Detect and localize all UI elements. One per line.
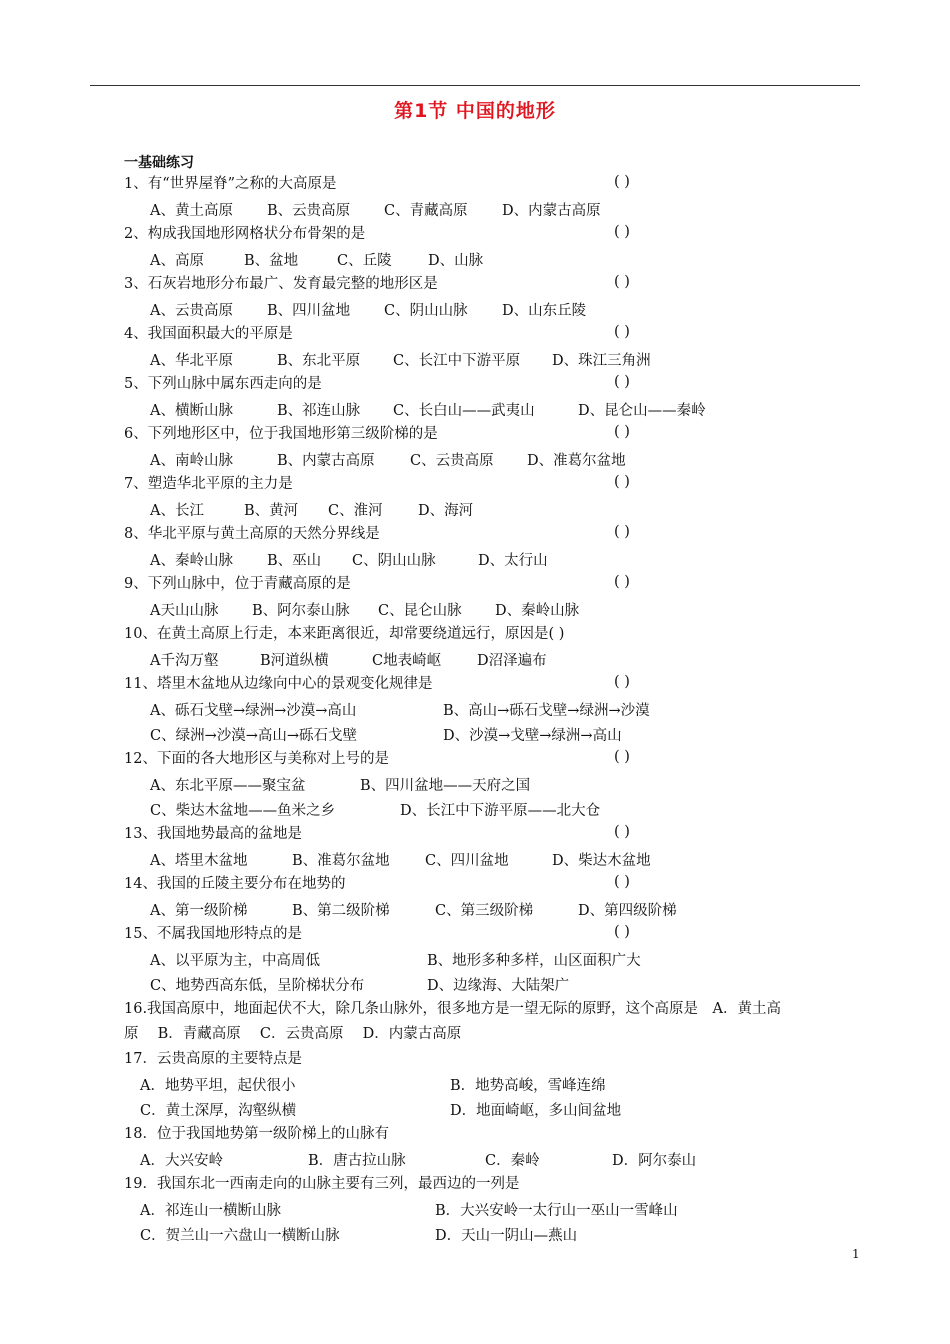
question-stem: 16.我国高原中，地面起伏不大，除几条山脉外，很多地方是一望无际的原野，这个高原是 A．黄土高 <box>124 1001 782 1017</box>
option: A、长江 <box>150 503 204 519</box>
option: C．黄土深厚，沟壑纵横 <box>140 1103 297 1119</box>
option: D、边缘海、大陆架广 <box>427 978 570 994</box>
option: B、黄河 <box>244 503 299 519</box>
option: B、地形多种多样，山区面积广大 <box>427 953 641 969</box>
answer-bracket: ( ) <box>614 424 630 440</box>
option: B．大兴安岭一太行山一巫山一雪峰山 <box>435 1203 678 1219</box>
option: B、高山→砾石戈壁→绿洲→沙漠 <box>443 703 650 719</box>
option: B河道纵横 <box>260 653 329 669</box>
option: B、阿尔泰山脉 <box>252 603 350 619</box>
question-stem: 17．云贵高原的主要特点是 <box>124 1051 302 1067</box>
answer-bracket: ( ) <box>614 524 630 540</box>
question-stem: 5、下列山脉中属东西走向的是 <box>124 376 322 392</box>
option: B、云贵高原 <box>267 203 351 219</box>
option: D、山脉 <box>428 253 484 269</box>
option: C、丘陵 <box>337 253 392 269</box>
question-stem: 13、我国地势最高的盆地是 <box>124 826 302 842</box>
question-stem: 19．我国东北一西南走向的山脉主要有三列，最西边的一列是 <box>124 1176 520 1192</box>
option: C、第三级阶梯 <box>435 903 534 919</box>
option: B、内蒙古高原 <box>277 453 375 469</box>
answer-bracket: ( ) <box>614 224 630 240</box>
option: A、第一级阶梯 <box>150 903 248 919</box>
question-stem-continued: 原 B．青藏高原 C．云贵高原 D．内蒙古高原 <box>124 1026 462 1042</box>
answer-bracket: ( ) <box>614 574 630 590</box>
option: A、华北平原 <box>150 353 233 369</box>
option: D、柴达木盆地 <box>552 853 651 869</box>
question-stem: 9、下列山脉中，位于青藏高原的是 <box>124 576 351 592</box>
question-stem: 10、在黄土高原上行走，本来距离很近，却常要绕道远行，原因是( ) <box>124 626 565 642</box>
option: C．贺兰山一六盘山一横断山脉 <box>140 1228 340 1244</box>
option: A、高原 <box>150 253 204 269</box>
question-stem: 12、下面的各大地形区与美称对上号的是 <box>124 751 389 767</box>
question-stem: 14、我国的丘陵主要分布在地势的 <box>124 876 346 892</box>
option: D、秦岭山脉 <box>495 603 580 619</box>
page-title: 第1节 中国的地形 <box>394 100 556 122</box>
option: D、内蒙古高原 <box>502 203 601 219</box>
option: D．天山一阴山—燕山 <box>435 1228 578 1244</box>
answer-bracket: ( ) <box>614 749 630 765</box>
option: D、沙漠→戈壁→绿洲→高山 <box>443 728 622 744</box>
option: C、阴山山脉 <box>352 553 436 569</box>
answer-bracket: ( ) <box>614 924 630 940</box>
option: A、秦岭山脉 <box>150 553 233 569</box>
option: A、黄土高原 <box>150 203 233 219</box>
answer-bracket: ( ) <box>614 174 630 190</box>
question-stem: 7、塑造华北平原的主力是 <box>124 476 293 492</box>
answer-bracket: ( ) <box>614 874 630 890</box>
option: A、云贵高原 <box>150 303 233 319</box>
option: D、山东丘陵 <box>502 303 587 319</box>
option: C、长白山——武夷山 <box>393 403 535 419</box>
answer-bracket: ( ) <box>614 674 630 690</box>
question-stem: 11、塔里木盆地从边缘向中心的景观变化规律是 <box>124 676 433 692</box>
option: D、长江中下游平原——北大仓 <box>400 803 601 819</box>
question-stem: 1、有“世界屋脊”之称的大高原是 <box>124 176 337 192</box>
answer-bracket: ( ) <box>614 274 630 290</box>
option: C、四川盆地 <box>425 853 509 869</box>
option: A．祁连山一横断山脉 <box>140 1203 281 1219</box>
option: B、东北平原 <box>277 353 361 369</box>
answer-bracket: ( ) <box>614 374 630 390</box>
question-stem: 8、华北平原与黄土高原的天然分界线是 <box>124 526 380 542</box>
option: A、塔里木盆地 <box>150 853 248 869</box>
question-stem: 2、构成我国地形网格状分布骨架的是 <box>124 226 366 242</box>
option: B、四川盆地——天府之国 <box>360 778 531 794</box>
option: D、太行山 <box>478 553 548 569</box>
option: A、横断山脉 <box>150 403 233 419</box>
option: C．秦岭 <box>485 1153 540 1169</box>
option: B、盆地 <box>244 253 299 269</box>
option: A．地势平坦，起伏很小 <box>140 1078 296 1094</box>
answer-bracket: ( ) <box>614 474 630 490</box>
option: D沼泽遍布 <box>477 653 547 669</box>
header-rule <box>90 85 860 86</box>
question-stem: 6、下列地形区中，位于我国地形第三级阶梯的是 <box>124 426 438 442</box>
option: B．地势高峻，雪峰连绵 <box>450 1078 606 1094</box>
option: C、绿洲→沙漠→高山→砾石戈壁 <box>150 728 358 744</box>
option: D、准葛尔盆地 <box>527 453 626 469</box>
option: B、四川盆地 <box>267 303 351 319</box>
option: D、第四级阶梯 <box>578 903 677 919</box>
section-title: 一基础练习 <box>124 155 194 171</box>
option: D、海河 <box>418 503 474 519</box>
option: C、云贵高原 <box>410 453 494 469</box>
question-stem: 18．位于我国地势第一级阶梯上的山脉有 <box>124 1126 389 1142</box>
option: A天山山脉 <box>150 603 219 619</box>
option: A、东北平原——聚宝盆 <box>150 778 306 794</box>
option: C、青藏高原 <box>384 203 468 219</box>
option: C、地势西高东低，呈阶梯状分布 <box>150 978 365 994</box>
page-number: 1 <box>852 1247 860 1261</box>
option: B、巫山 <box>267 553 322 569</box>
option: C、柴达木盆地——鱼米之乡 <box>150 803 336 819</box>
option: C、昆仑山脉 <box>378 603 462 619</box>
question-stem: 15、不属我国地形特点的是 <box>124 926 302 942</box>
question-stem: 3、石灰岩地形分布最广、发育最完整的地形区是 <box>124 276 438 292</box>
option: A、南岭山脉 <box>150 453 233 469</box>
option: C、淮河 <box>328 503 383 519</box>
option: D、昆仑山——秦岭 <box>578 403 706 419</box>
option: C地表崎岖 <box>372 653 442 669</box>
answer-bracket: ( ) <box>614 824 630 840</box>
option: C、长江中下游平原 <box>393 353 521 369</box>
question-stem: 4、我国面积最大的平原是 <box>124 326 293 342</box>
option: A．大兴安岭 <box>140 1153 223 1169</box>
option: D．阿尔泰山 <box>612 1153 697 1169</box>
option: B、准葛尔盆地 <box>292 853 390 869</box>
option: D、珠江三角洲 <box>552 353 651 369</box>
option: A、以平原为主，中高周低 <box>150 953 320 969</box>
option: C、阴山山脉 <box>384 303 468 319</box>
option: B、祁连山脉 <box>277 403 361 419</box>
option: B、第二级阶梯 <box>292 903 390 919</box>
option: A、砾石戈壁→绿洲→沙漠→高山 <box>150 703 357 719</box>
answer-bracket: ( ) <box>614 324 630 340</box>
option: D．地面崎岖，多山间盆地 <box>450 1103 622 1119</box>
option: B．唐古拉山脉 <box>308 1153 406 1169</box>
option: A千沟万壑 <box>150 653 219 669</box>
